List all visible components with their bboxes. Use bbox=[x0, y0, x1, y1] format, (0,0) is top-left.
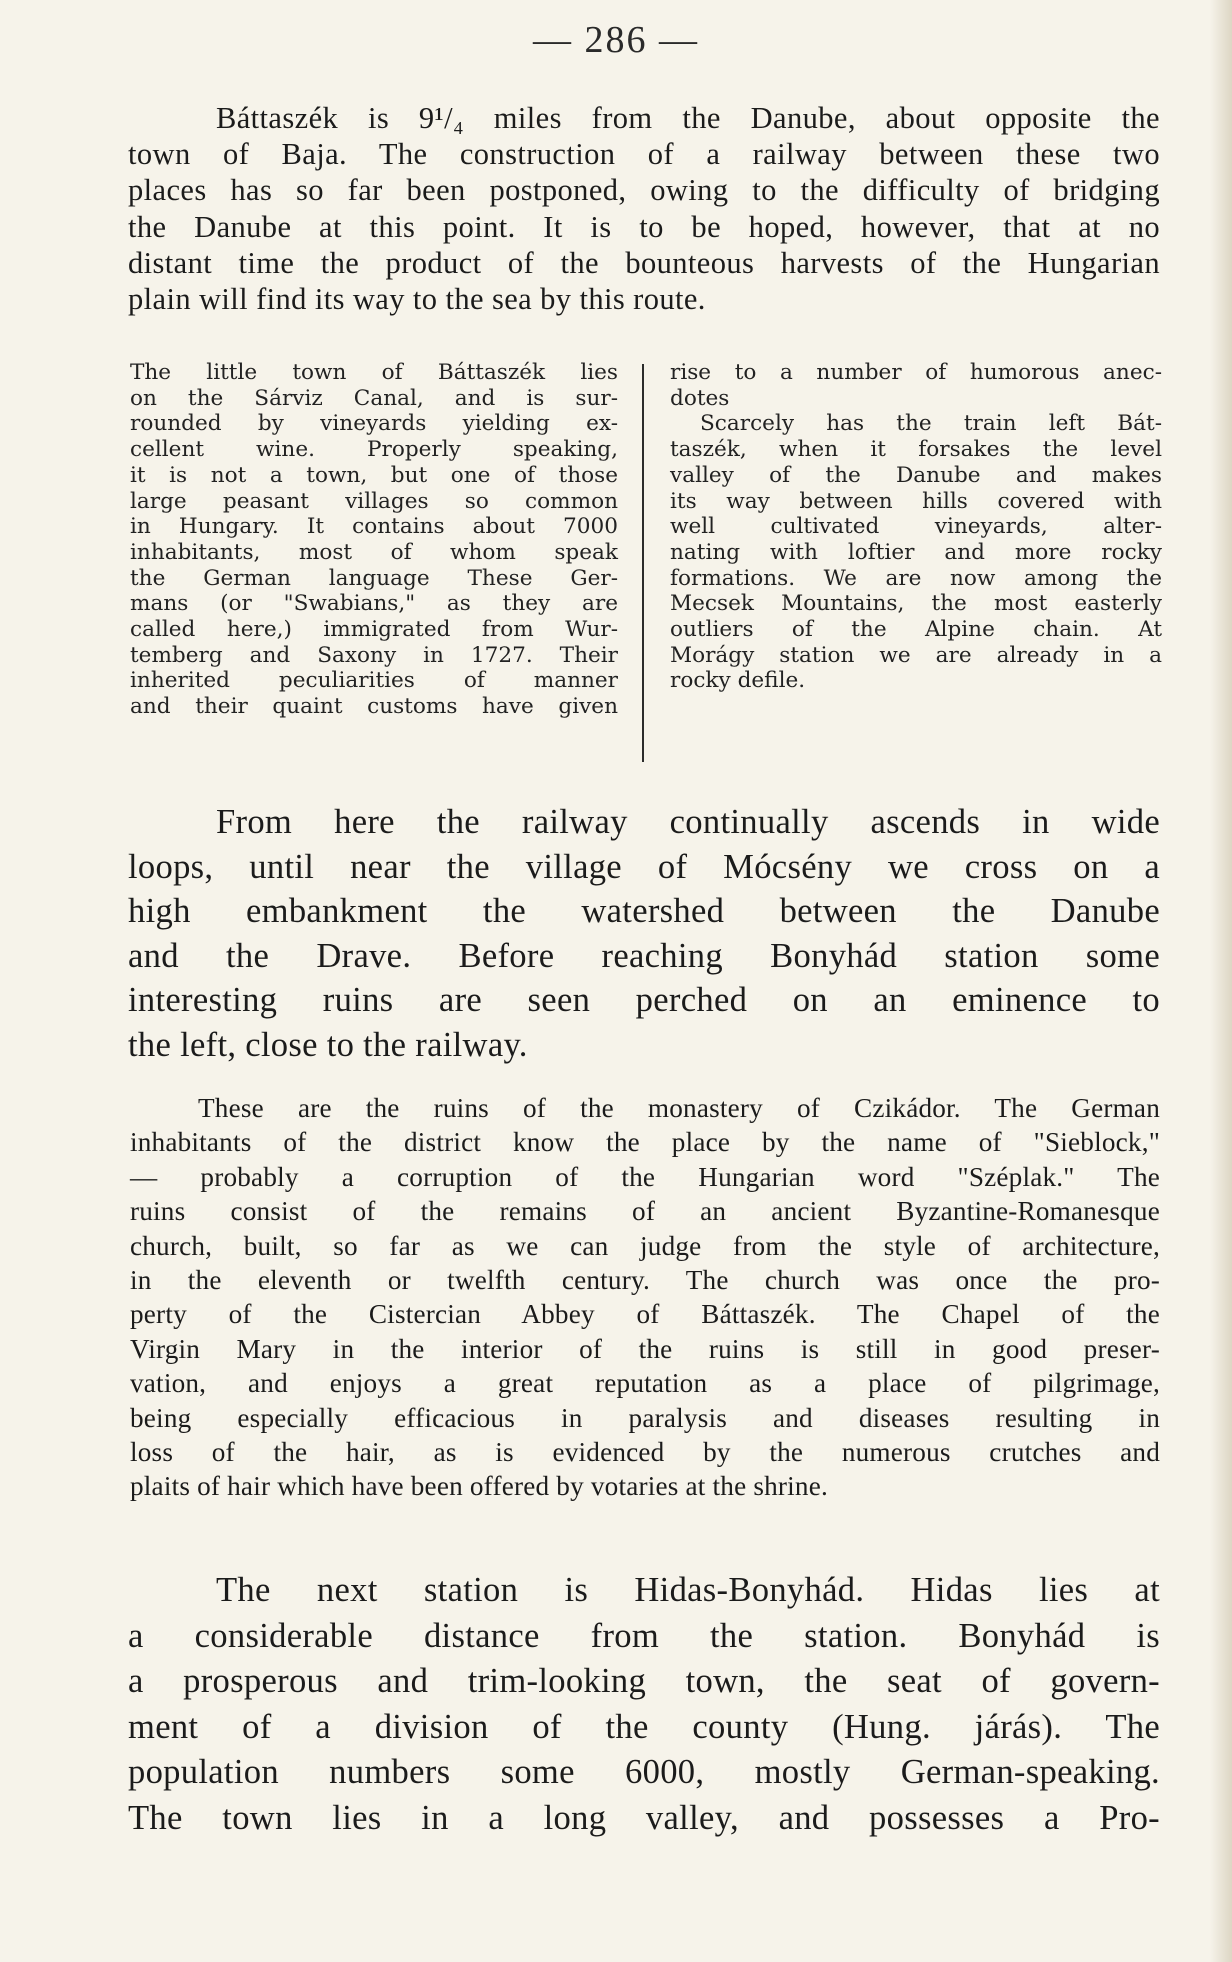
paragraph-line: — probably a corruption of the Hungarian word "Széplak." The bbox=[130, 1161, 1160, 1192]
column-line: formations. We are now among the bbox=[670, 565, 1162, 591]
column-divider bbox=[642, 364, 644, 762]
ruins-paragraph bbox=[130, 1091, 1160, 1504]
column-line: taszék, when it forsakes the level bbox=[670, 437, 1162, 463]
column-line: valley of the Danube and makes bbox=[670, 462, 1162, 488]
railway-paragraph bbox=[128, 800, 1160, 1067]
column-line: outliers of the Alpine chain. At bbox=[670, 617, 1162, 643]
page-gutter-shadow bbox=[1210, 0, 1232, 1962]
column-line: in Hungary. It contains about 7000 bbox=[130, 514, 618, 540]
column-line: rocky defile. bbox=[670, 668, 806, 694]
paragraph-line: These are the ruins of the monastery of Czikádor. The German bbox=[198, 1093, 1160, 1123]
paragraph-line: vation, and enjoys a great reputation as a place of pilgrimage, bbox=[130, 1368, 1160, 1399]
paragraph-line: a prosperous and trim-looking town, the seat of govern- bbox=[128, 1662, 1160, 1700]
paragraph-line: loss of the hair, as is evidenced by the numerous crutches and bbox=[130, 1437, 1160, 1468]
column-line: inhabitants, most of whom speak bbox=[130, 539, 618, 565]
paragraph-line: Virgin Mary in the interior of the ruins is still in good preser- bbox=[130, 1333, 1160, 1364]
column-line: cellent wine. Properly speaking, bbox=[130, 437, 618, 463]
column-line: rounded by vineyards yielding ex- bbox=[130, 411, 618, 437]
page-number: — 286 — bbox=[533, 19, 699, 61]
column-line: well cultivated vineyards, alter- bbox=[670, 514, 1162, 540]
paragraph-line: in the eleventh or twelfth century. The church was once the pro- bbox=[130, 1265, 1160, 1296]
column-line: large peasant villages so common bbox=[130, 488, 618, 514]
station-paragraph bbox=[128, 1568, 1160, 1841]
column-line: mans (or "Swabians," as they are bbox=[130, 591, 618, 617]
intro-line: plain will find its way to the sea by this route. bbox=[128, 282, 706, 317]
intro-line: distant time the product of the bounteous harvests of the Hungarian bbox=[128, 245, 1160, 280]
right-column-note bbox=[670, 360, 1162, 694]
column-line: its way between hills covered with bbox=[670, 488, 1162, 514]
column-line: temberg and Saxony in 1727. Their bbox=[130, 642, 618, 668]
column-line: on the Sárviz Canal, and is sur- bbox=[130, 385, 618, 411]
column-line: The little town of Báttaszék lies bbox=[130, 360, 618, 385]
column-line: Mecsek Mountains, the most easterly bbox=[670, 591, 1162, 617]
intro-line: the Danube at this point. It is to be hoped, however, that at no bbox=[128, 209, 1160, 244]
paragraph-line: and the Drave. Before reaching Bonyhád station some bbox=[128, 936, 1160, 975]
paragraph-line: plaits of hair which have been offered by votaries at the shrine. bbox=[130, 1471, 828, 1502]
intro-line: places has so far been postponed, owing to the difficulty of bridging bbox=[128, 173, 1160, 208]
paragraph-line: ment of a division of the county (Hung. járás). The bbox=[128, 1707, 1160, 1746]
column-line: inherited peculiarities of manner bbox=[130, 668, 618, 694]
column-line: Morágy station we are already in a bbox=[670, 642, 1162, 668]
paragraph-line: ruins consist of the remains of an ancient Byzantine-Romanesque bbox=[130, 1196, 1160, 1227]
column-line: and their quaint customs have given bbox=[130, 694, 618, 720]
paragraph-line: inhabitants of the district know the place by the name of "Sieblock," bbox=[130, 1127, 1160, 1158]
column-line: it is not a town, but one of those bbox=[130, 462, 618, 488]
paragraph-line: interesting ruins are seen perched on an eminence to bbox=[128, 981, 1160, 1019]
intro-paragraph bbox=[128, 100, 1160, 317]
paragraph-line: population numbers some 6000, mostly German-speaking. bbox=[128, 1753, 1160, 1791]
column-line: dotes bbox=[670, 385, 730, 411]
paragraph-line: perty of the Cistercian Abbey of Báttaszék. The Chapel of the bbox=[130, 1299, 1160, 1330]
paragraph-line: a considerable distance from the station. Bonyhád is bbox=[128, 1616, 1160, 1655]
paragraph-line: The next station is Hidas-Bonyhád. Hidas lies at bbox=[216, 1571, 1160, 1609]
paragraph-line: the left, close to the railway. bbox=[128, 1025, 528, 1064]
column-line: called here,) immigrated from Wur- bbox=[130, 617, 618, 643]
paragraph-line: From here the railway continually ascends in wide bbox=[216, 803, 1160, 841]
column-line: the German language These Ger- bbox=[130, 565, 618, 591]
intro-line: town of Baja. The construction of a railway between these two bbox=[128, 137, 1160, 172]
paragraph-line: high embankment the watershed between the Danube bbox=[128, 892, 1160, 930]
paragraph-line: loops, until near the village of Mócsény we cross on a bbox=[128, 847, 1160, 886]
column-line: nating with loftier and more rocky bbox=[670, 539, 1162, 565]
column-line: rise to a number of humorous anec- bbox=[670, 360, 1162, 385]
column-line: Scarcely has the train left Bát- bbox=[700, 411, 1162, 437]
paragraph-line: being especially efficacious in paralysis and diseases resulting in bbox=[130, 1402, 1160, 1433]
paragraph-line: The town lies in a long valley, and possesses a Pro- bbox=[128, 1798, 1160, 1837]
paragraph-line: church, built, so far as we can judge from the style of architecture, bbox=[130, 1230, 1160, 1261]
left-column-note bbox=[130, 360, 618, 720]
intro-line: Báttaszék is 9¹/₄ miles from the Danube, about opposite the bbox=[216, 101, 1160, 135]
